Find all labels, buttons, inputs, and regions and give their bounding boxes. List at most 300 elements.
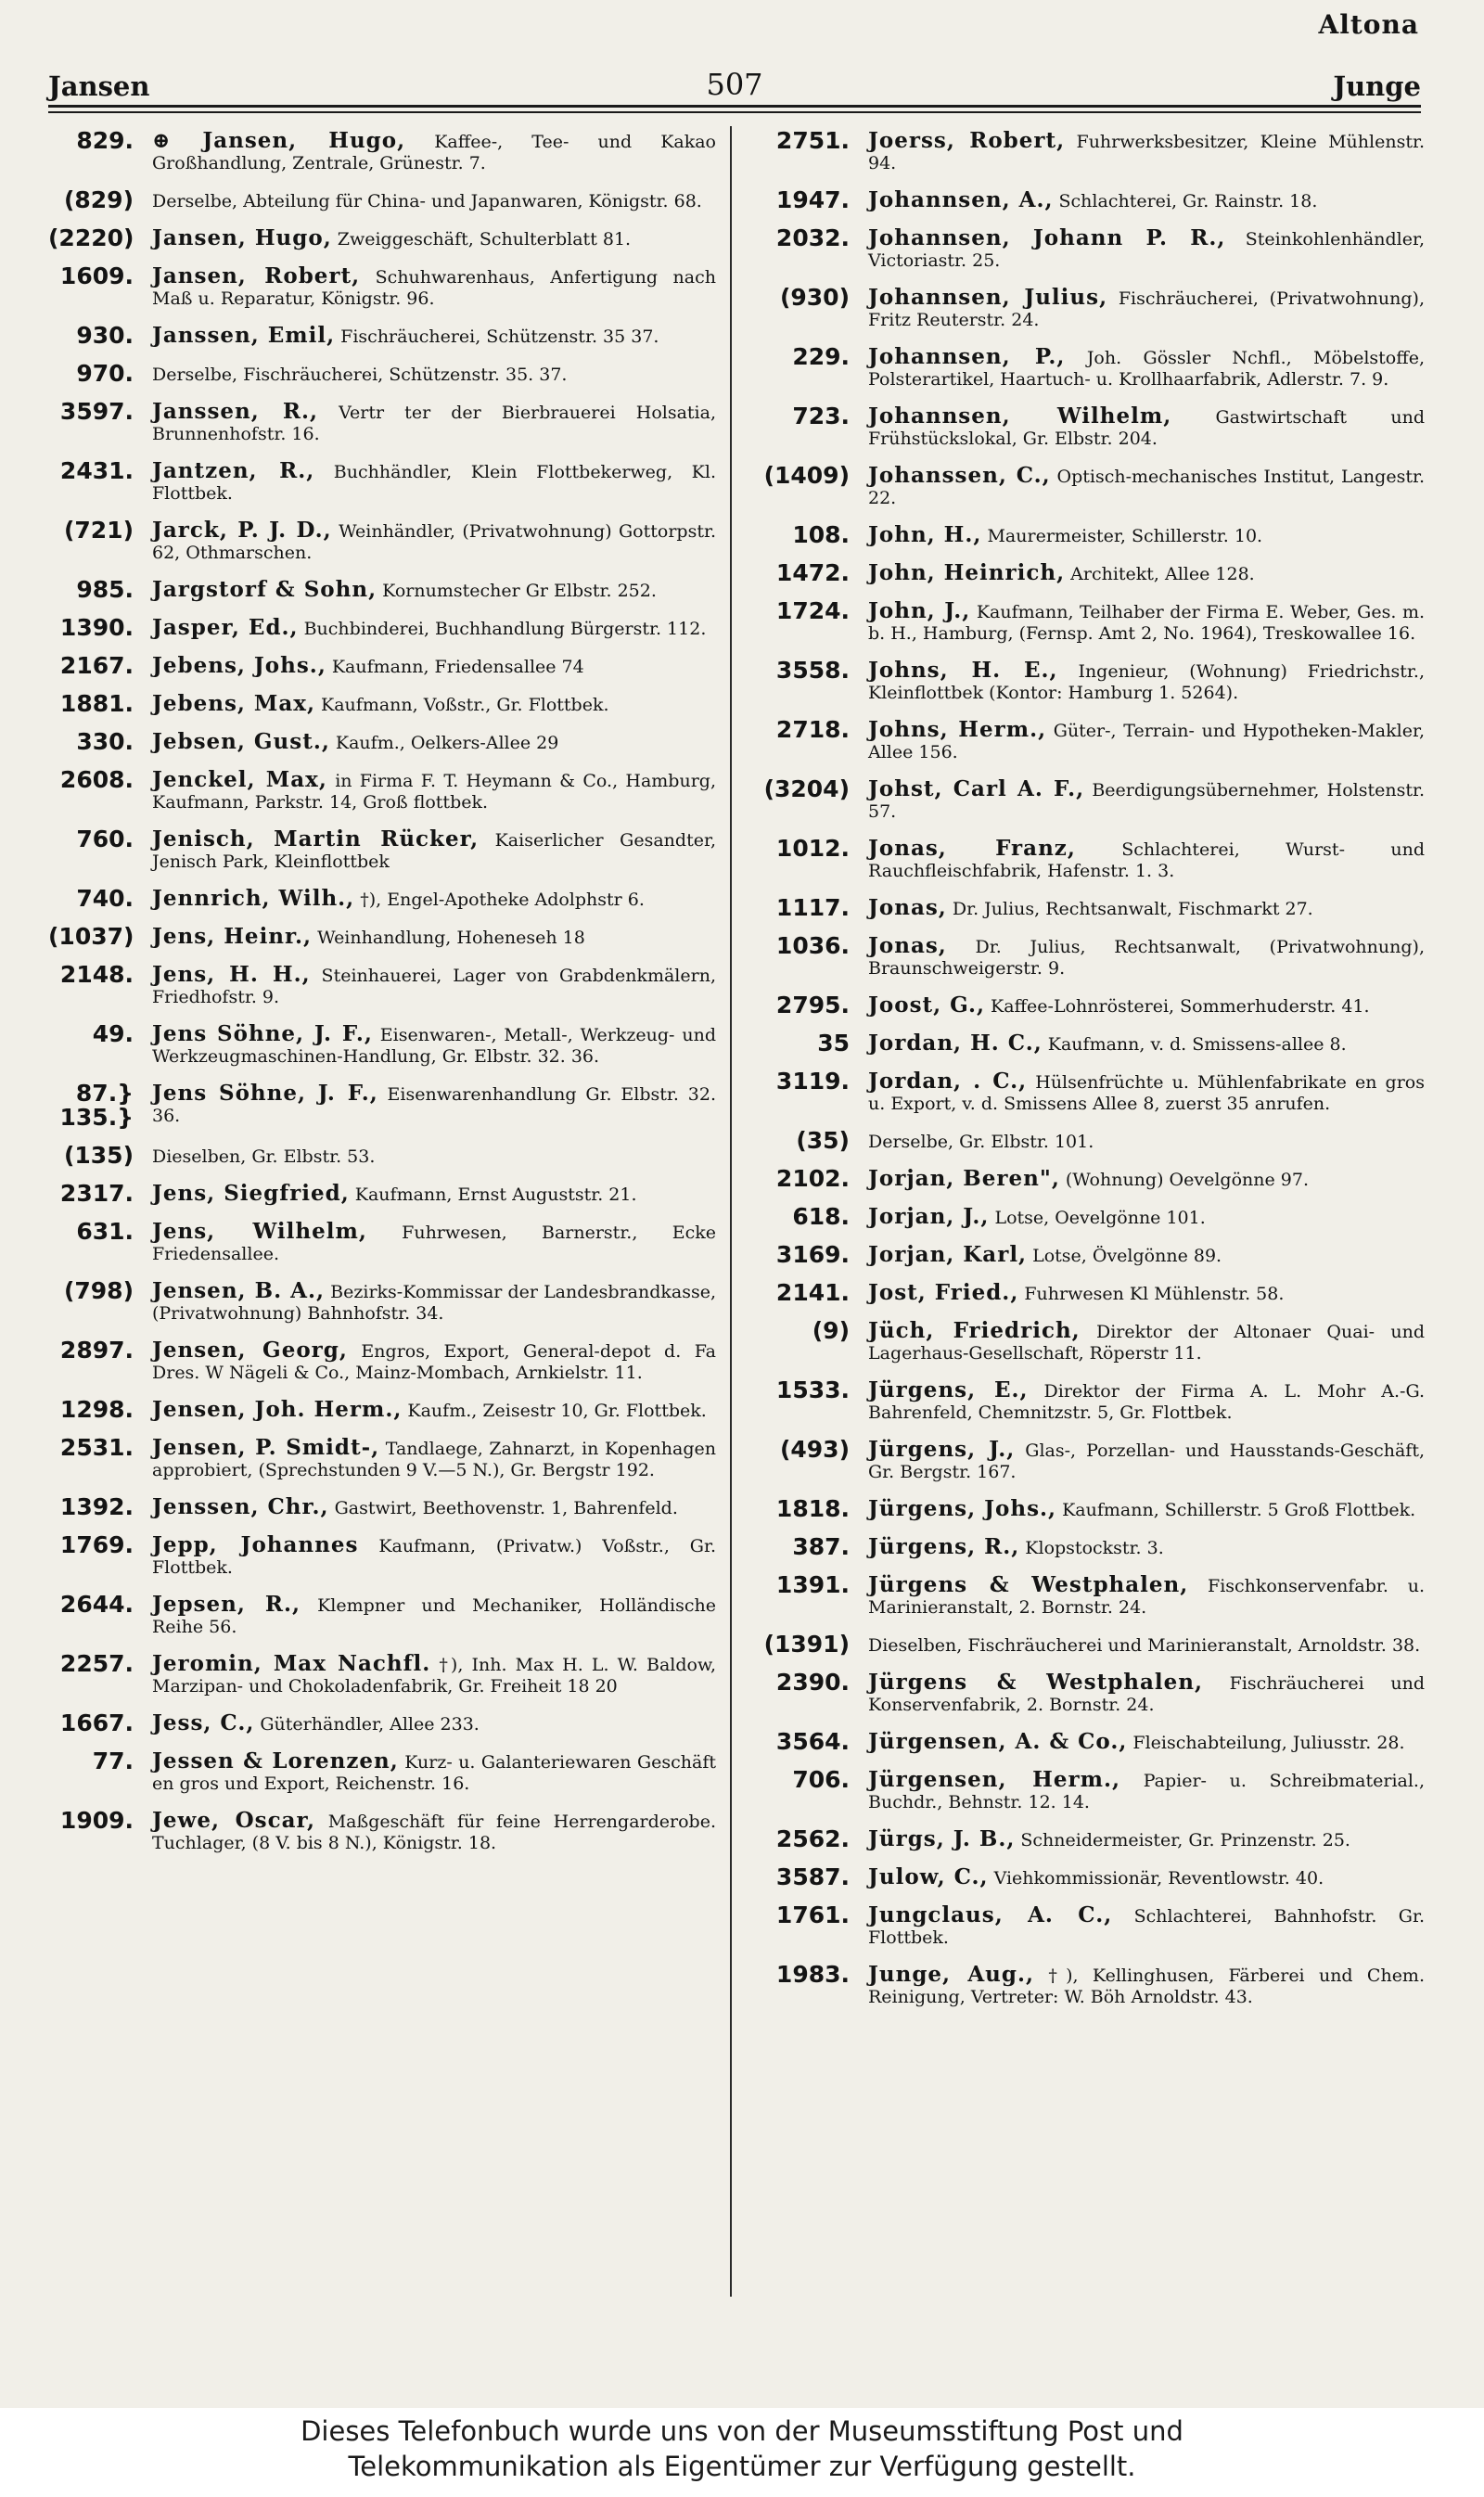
phone-number: 2167. xyxy=(59,652,134,679)
subscriber-name: Johannsen, Johann P. R., xyxy=(868,225,1226,250)
subscriber-name: Jarck, P. J. D., xyxy=(152,518,332,543)
subscriber-name: Jorjan, Beren", xyxy=(868,1166,1060,1191)
subscriber-name: Johns, H. E., xyxy=(868,658,1058,683)
subscriber-name: Jost, Fried., xyxy=(868,1280,1019,1305)
phone-number: 229. xyxy=(792,343,850,370)
entry-text xyxy=(152,516,716,564)
subscriber-name: Jüch, Friedrich, xyxy=(868,1318,1081,1343)
subscriber-details: Kaffee-Lohnrösterei, Sommerhuderstr. 41. xyxy=(985,996,1370,1017)
phone-number: 2644. xyxy=(59,1591,134,1618)
entry-text xyxy=(868,1126,1425,1153)
subscriber-details: Klopstockstr. 3. xyxy=(1019,1538,1164,1558)
entry-text xyxy=(868,596,1425,645)
phone-number: 2317. xyxy=(59,1180,134,1207)
phone-number: (1391) xyxy=(763,1631,850,1658)
phone-number: (2220) xyxy=(48,224,134,251)
entry-text xyxy=(152,1336,716,1384)
subscriber-name: Jess, C., xyxy=(152,1710,255,1735)
subscriber-details: †), Inh. Max H. L. W. Baldow, Marzipan- und Chokoladenfabrik, Gr. Freiheit 18 20 xyxy=(152,1655,716,1697)
entry-text xyxy=(152,1747,716,1795)
phone-number: 3558. xyxy=(775,657,850,684)
subscriber-details: Viehkommissionär, Reventlowstr. 40. xyxy=(988,1868,1324,1889)
subscriber-name: Jebens, Max, xyxy=(152,691,315,716)
subscriber-name: Jürgens, J., xyxy=(868,1437,1016,1462)
directory-entry xyxy=(749,126,1425,174)
subscriber-details: Buchhändler, Klein Flottbekerweg, Kl. Flottbek. xyxy=(152,462,716,504)
entry-text xyxy=(868,1532,1425,1559)
directory-entry xyxy=(48,884,716,911)
directory-entry xyxy=(48,359,716,386)
subscriber-name: Jantzen, R., xyxy=(152,458,315,483)
subscriber-details: Weinhändler, (Privatwohnung) Gottorpstr. 62, Othmarschen. xyxy=(152,521,716,563)
subscriber-details: Kaufm., Oelkers-Allee 29 xyxy=(329,733,559,753)
directory-entry xyxy=(749,402,1425,450)
directory-entry xyxy=(48,1217,716,1265)
footer-notice xyxy=(0,2408,1484,2497)
left-column xyxy=(48,126,716,1865)
directory-entry xyxy=(48,1492,716,1519)
subscriber-name: Jens, Siegfried, xyxy=(152,1181,350,1206)
phone-number: 2257. xyxy=(59,1650,134,1677)
subscriber-details: Güter-, Terrain- und Hypotheken-Makler, Allee 156. xyxy=(868,721,1425,762)
entry-text xyxy=(868,283,1425,331)
entry-text xyxy=(868,1278,1425,1305)
entry-text xyxy=(152,727,716,754)
subscriber-name: Jewe, Oscar, xyxy=(152,1808,315,1833)
entry-text xyxy=(152,825,716,873)
entry-text xyxy=(868,1316,1425,1364)
phone-number: 2897. xyxy=(59,1337,134,1364)
entry-text xyxy=(868,1494,1425,1521)
subscriber-details: Güterhändler, Allee 233. xyxy=(254,1714,480,1735)
subscriber-name: Jürgens, R., xyxy=(868,1534,1020,1559)
phone-number: 35 xyxy=(817,1030,850,1056)
directory-entry xyxy=(749,1825,1425,1851)
directory-entry xyxy=(749,834,1425,882)
phone-number: (721) xyxy=(63,517,134,544)
entry-text xyxy=(868,1901,1425,1949)
subscriber-name: Jens Söhne, J. F., xyxy=(152,1081,378,1106)
subscriber-details: Fischräucherei, (Privatwohnung), Fritz Reuterstr. 24. xyxy=(868,288,1425,330)
entry-text xyxy=(868,1202,1425,1229)
subscriber-details: Kaufmann, Schillerstr. 5 Groß Flottbek. xyxy=(1056,1500,1416,1520)
phone-number: 330. xyxy=(76,728,134,755)
entry-text xyxy=(152,1433,716,1481)
directory-entry xyxy=(48,727,716,754)
entry-text xyxy=(868,1029,1425,1056)
entry-text xyxy=(868,558,1425,585)
entry-text xyxy=(868,224,1425,272)
entry-text xyxy=(152,651,716,678)
subscriber-details: Klempner und Mechaniker, Holländische Reihe 56. xyxy=(152,1595,716,1637)
subscriber-details: Steinhauerei, Lager von Grabdenkmälern, Friedhofstr. 9. xyxy=(152,966,716,1007)
entry-text xyxy=(152,1806,716,1854)
subscriber-details: in Firma F. T. Heymann & Co., Hamburg, Kaufmann, Parkstr. 14, Groß flottbek. xyxy=(152,771,716,813)
directory-entry xyxy=(749,1376,1425,1424)
directory-entry xyxy=(749,775,1425,823)
subscriber-name: Johanssen, C., xyxy=(868,463,1051,488)
directory-entry xyxy=(749,342,1425,391)
subscriber-details: Kaffee-, Tee- und Kakao Großhandlung, Zentrale, Grünestr. 7. xyxy=(152,132,716,173)
directory-entry xyxy=(749,991,1425,1018)
phone-number: 829. xyxy=(76,127,134,154)
directory-entry xyxy=(749,1668,1425,1716)
subscriber-name: Jürgs, J. B., xyxy=(868,1826,1016,1851)
entry-text xyxy=(868,775,1425,823)
subscriber-name: Jeromin, Max Nachfl. xyxy=(152,1651,431,1676)
directory-entry xyxy=(48,1179,716,1206)
phone-number: 1818. xyxy=(775,1495,850,1522)
entry-text xyxy=(868,991,1425,1018)
entry-text xyxy=(868,1240,1425,1267)
subscriber-details: Fuhrwesen Kl Mühlenstr. 58. xyxy=(1018,1284,1285,1304)
entry-text xyxy=(152,126,716,174)
directory-entry xyxy=(48,1079,716,1130)
subscriber-details: Kurz- u. Galanteriewaren Geschäft en gros und Export, Reichenstr. 16. xyxy=(152,1752,716,1794)
entry-text xyxy=(868,342,1425,391)
directory-entry xyxy=(749,1570,1425,1619)
directory-entry xyxy=(749,1960,1425,2008)
subscriber-details: Kaufm., Zeisestr 10, Gr. Flottbek. xyxy=(402,1401,707,1421)
directory-entry xyxy=(48,922,716,949)
entry-text xyxy=(152,1276,716,1325)
subscriber-name: Jensen, P. Smidt-, xyxy=(152,1435,380,1460)
phone-number: 2608. xyxy=(59,766,134,793)
subscriber-details: Kaufmann, (Privatw.) Voßstr., Gr. Flottbek. xyxy=(152,1536,716,1578)
entry-text xyxy=(152,1217,716,1265)
subscriber-name: Jebsen, Gust., xyxy=(152,729,330,754)
subscriber-name: Johannsen, Wilhelm, xyxy=(868,403,1172,429)
footer-line-2: Telekommunikation als Eigentümer zur Verfügung gestellt. xyxy=(348,2451,1136,2482)
subscriber-name: ⊕ Jansen, Hugo, xyxy=(152,128,406,153)
phone-number: 108. xyxy=(792,521,850,548)
directory-entry xyxy=(749,893,1425,920)
directory-entry xyxy=(48,456,716,505)
entry-text xyxy=(152,1395,716,1422)
phone-number: 1392. xyxy=(59,1493,134,1520)
phone-number: 1391. xyxy=(775,1571,850,1598)
subscriber-details: Maurermeister, Schillerstr. 10. xyxy=(981,526,1263,546)
subscriber-details: Engros, Export, General-depot d. Fa Dres. W Nägeli & Co., Mainz-Mombach, Arnkielstr. 11. xyxy=(152,1341,716,1383)
phone-number: 1724. xyxy=(775,597,850,624)
subscriber-name: Junge, Aug., xyxy=(868,1962,1035,1987)
entry-text xyxy=(868,1727,1425,1754)
directory-entry xyxy=(749,1067,1425,1115)
subscriber-details: Steinkohlenhändler, Victoriastr. 25. xyxy=(868,229,1425,271)
entry-text xyxy=(868,1825,1425,1851)
subscriber-name: Jürgens & Westphalen, xyxy=(868,1670,1204,1695)
subscriber-details: Kaiserlicher Gesandter, Jenisch Park, Kleinflottbek xyxy=(152,830,716,872)
entry-text xyxy=(868,931,1425,980)
entry-text xyxy=(868,1960,1425,2008)
footer-line-1: Dieses Telefonbuch wurde uns von der Museumsstiftung Post und xyxy=(301,2415,1183,2447)
subscriber-details: Kaufmann, Teilhaber der Firma E. Weber, Ges. m. b. H., Hamburg, (Fernsp. Amt 2, No. 1964), Treskowallee 16. xyxy=(868,602,1425,644)
directory-entry xyxy=(48,1590,716,1638)
header-first-name: Jansen xyxy=(48,70,150,102)
entry-text xyxy=(152,456,716,505)
directory-entry xyxy=(749,1494,1425,1521)
phone-number: (493) xyxy=(779,1436,850,1463)
subscriber-name: Johannsen, P., xyxy=(868,344,1066,369)
entry-text xyxy=(868,1067,1425,1115)
directory-entry xyxy=(48,613,716,640)
entry-text xyxy=(152,397,716,445)
entry-text xyxy=(868,520,1425,547)
subscriber-details: Kornumstecher Gr Elbstr. 252. xyxy=(377,581,657,601)
directory-entry xyxy=(749,656,1425,704)
subscriber-name: Jensen, Georg, xyxy=(152,1338,348,1363)
phone-number: 1609. xyxy=(59,263,134,289)
subscriber-details: Gastwirt, Beethovenstr. 1, Bahrenfeld. xyxy=(328,1498,678,1518)
phone-number: (1409) xyxy=(763,462,850,489)
entry-text xyxy=(152,262,716,310)
phone-number: 2718. xyxy=(775,716,850,743)
subscriber-name: Jorjan, J., xyxy=(868,1204,990,1229)
subscriber-details: Direktor der Altonaer Quai- und Lagerhaus-Gesellschaft, Röperstr 11. xyxy=(868,1322,1425,1364)
page-header xyxy=(48,61,1421,108)
directory-entry xyxy=(48,262,716,310)
entry-text xyxy=(868,1376,1425,1424)
subscriber-name: Jennrich, Wilh., xyxy=(152,886,355,911)
subscriber-name: Jonas, xyxy=(868,933,947,958)
subscriber-details: Papier- u. Schreibmaterial., Buchdr., Behnstr. 12. 14. xyxy=(868,1771,1426,1812)
directory-entry xyxy=(749,596,1425,645)
entry-text xyxy=(152,1079,716,1127)
subscriber-details: Optisch-mechanisches Institut, Langestr. 22. xyxy=(868,467,1425,508)
entry-text xyxy=(868,126,1425,174)
phone-number: 1533. xyxy=(775,1377,850,1403)
subscriber-name: Jepsen, R., xyxy=(152,1592,301,1617)
subscriber-details: Dieselben, Gr. Elbstr. 53. xyxy=(152,1146,376,1167)
phone-number: 740. xyxy=(76,885,134,912)
subscriber-details: Lotse, Oevelgönne 101. xyxy=(989,1208,1206,1228)
phone-number: (3204) xyxy=(763,775,850,802)
subscriber-name: Julow, C., xyxy=(868,1864,989,1889)
directory-entry xyxy=(749,461,1425,509)
subscriber-name: Jens, Heinr., xyxy=(152,924,313,949)
phone-number: 2531. xyxy=(59,1434,134,1461)
directory-entry xyxy=(48,960,716,1008)
subscriber-name: Jens Söhne, J. F., xyxy=(152,1021,373,1046)
right-column xyxy=(749,126,1425,2019)
phone-number: (9) xyxy=(812,1317,850,1344)
subscriber-details: Fischkonservenfabr. u. Marinieranstalt, 2. Bornstr. 24. xyxy=(868,1576,1425,1618)
subscriber-details: Fuhrwesen, Barnerstr., Ecke Friedensallee. xyxy=(152,1223,716,1264)
entry-text xyxy=(152,689,716,716)
entry-text xyxy=(152,884,716,911)
phone-number: (1037) xyxy=(48,923,134,950)
subscriber-name: Jebens, Johs., xyxy=(152,653,326,678)
directory-entry xyxy=(749,558,1425,585)
phone-number: 3597. xyxy=(59,398,134,425)
phone-number: 1472. xyxy=(775,559,850,586)
directory-entry xyxy=(48,651,716,678)
phone-number: (35) xyxy=(796,1127,850,1154)
directory-entry xyxy=(48,224,716,250)
subscriber-name: Janssen, Emil, xyxy=(152,323,336,348)
entry-text xyxy=(152,186,716,212)
phone-number: 2562. xyxy=(775,1825,850,1852)
phone-number: 1012. xyxy=(775,835,850,862)
phone-number: 3587. xyxy=(775,1863,850,1890)
subscriber-name: Johannsen, Julius, xyxy=(868,285,1108,310)
phone-number: 1036. xyxy=(775,932,850,959)
phone-number: (798) xyxy=(63,1277,134,1304)
subscriber-details: (Wohnung) Oevelgönne 97. xyxy=(1059,1170,1309,1190)
entry-text xyxy=(152,321,716,348)
subscriber-name: Joost, G., xyxy=(868,992,985,1018)
phone-number: 985. xyxy=(76,576,134,603)
directory-entry xyxy=(48,1806,716,1854)
phone-number: 723. xyxy=(792,403,850,429)
directory-entry xyxy=(48,321,716,348)
subscriber-details: Lotse, Övelgönne 89. xyxy=(1027,1246,1222,1266)
subscriber-details: Kaufmann, Voßstr., Gr. Flottbek. xyxy=(315,695,609,715)
phone-number: 1761. xyxy=(775,1902,850,1928)
entry-text xyxy=(868,1863,1425,1889)
phone-number: 3169. xyxy=(775,1241,850,1268)
subscriber-details: Schlachterei, Wurst- und Rauchfleischfabrik, Hafenstr. 1. 3. xyxy=(868,839,1425,881)
phone-number: 1390. xyxy=(59,614,134,641)
subscriber-name: Jansen, Robert, xyxy=(152,263,361,288)
entry-text xyxy=(152,359,716,386)
subscriber-details: Fleischabteilung, Juliusstr. 28. xyxy=(1127,1733,1405,1753)
subscriber-details: Gastwirtschaft und Frühstückslokal, Gr. Elbstr. 204. xyxy=(868,407,1425,449)
entry-text xyxy=(868,1164,1425,1191)
phone-number: 3564. xyxy=(775,1728,850,1755)
entry-text xyxy=(152,613,716,640)
directory-entry xyxy=(48,1433,716,1481)
subscriber-details: Beerdigungsübernehmer, Holstenstr. 57. xyxy=(868,780,1425,822)
subscriber-details: Hülsenfrüchte u. Mühlenfabrikate en gros u. Export, v. d. Smissens Allee 8, zuerst 35 anrufen. xyxy=(868,1072,1425,1114)
phone-number: 1947. xyxy=(775,186,850,213)
entry-text xyxy=(152,960,716,1008)
subscriber-details: Dr. Julius, Rechtsanwalt, (Privatwohnung), Braunschweigerstr. 9. xyxy=(868,937,1425,979)
phone-number: 3119. xyxy=(775,1068,850,1095)
directory-entry xyxy=(48,1395,716,1422)
entry-text xyxy=(868,1765,1425,1813)
subscriber-name: Jenisch, Martin Rücker, xyxy=(152,826,480,852)
subscriber-name: Jürgensen, A. & Co., xyxy=(868,1729,1128,1754)
directory-entry xyxy=(749,1316,1425,1364)
subscriber-name: Jansen, Hugo, xyxy=(152,225,332,250)
subscriber-name: Jonas, Franz, xyxy=(868,836,1076,861)
entry-text xyxy=(152,1649,716,1697)
subscriber-details: Fischräucherei, Schützenstr. 35 37. xyxy=(335,327,659,347)
page-number: 507 xyxy=(706,67,763,102)
phone-number: 2751. xyxy=(775,127,850,154)
entry-text xyxy=(152,1590,716,1638)
entry-text xyxy=(152,575,716,602)
directory-entry xyxy=(749,1202,1425,1229)
phone-number: 1881. xyxy=(59,690,134,717)
phone-number: (829) xyxy=(63,186,134,213)
phone-number: 2390. xyxy=(775,1669,850,1696)
directory-entry xyxy=(48,1019,716,1068)
subscriber-details: Schuhwarenhaus, Anfertigung nach Maß u. Reparatur, Königstr. 96. xyxy=(152,267,716,309)
entry-text xyxy=(868,1570,1425,1619)
subscriber-name: Jürgensen, Herm., xyxy=(868,1767,1120,1792)
entry-text xyxy=(152,765,716,813)
subscriber-details: Kaufmann, v. d. Smissens-allee 8. xyxy=(1042,1034,1347,1055)
directory-entry xyxy=(749,1727,1425,1754)
subscriber-details: Derselbe, Gr. Elbstr. 101. xyxy=(868,1132,1094,1152)
directory-entry xyxy=(749,1765,1425,1813)
phone-number: 387. xyxy=(792,1533,850,1560)
entry-text xyxy=(868,893,1425,920)
subscriber-name: Jepp, Johannes xyxy=(152,1532,359,1557)
entry-text xyxy=(868,656,1425,704)
subscriber-details: Derselbe, Abteilung für China- und Japanwaren, Königstr. 68. xyxy=(152,191,702,211)
directory-entry xyxy=(48,1141,716,1168)
entry-text xyxy=(152,922,716,949)
entry-text xyxy=(152,1492,716,1519)
phone-number: 760. xyxy=(76,826,134,852)
subscriber-name: Jürgens & Westphalen, xyxy=(868,1572,1189,1597)
phone-number: 2032. xyxy=(775,224,850,251)
phone-number: 77. xyxy=(92,1748,134,1774)
subscriber-name: Jonas, xyxy=(868,895,947,920)
subscriber-details: Glas-, Porzellan- und Hausstands-Geschäft, Gr. Bergstr. 167. xyxy=(868,1441,1425,1482)
subscriber-name: Johannsen, A., xyxy=(868,187,1054,212)
entry-text xyxy=(868,1668,1425,1716)
phone-number: 2141. xyxy=(775,1279,850,1306)
entry-text xyxy=(152,1019,716,1068)
directory-entry xyxy=(48,397,716,445)
subscriber-details: Ingenieur, (Wohnung) Friedrichstr., Kleinflottbek (Kontor: Hamburg 1. 5264). xyxy=(868,661,1425,703)
directory-entry xyxy=(48,575,716,602)
directory-entry xyxy=(48,1709,716,1735)
directory-entry xyxy=(749,224,1425,272)
column-divider xyxy=(730,126,732,2297)
phone-number: 2431. xyxy=(59,457,134,484)
subscriber-details: Direktor der Firma A. L. Mohr A.-G. Bahrenfeld, Chemnitzstr. 5, Gr. Flottbek. xyxy=(868,1381,1425,1423)
subscriber-name: Jürgens, Johs., xyxy=(868,1496,1057,1521)
subscriber-name: Jenssen, Chr., xyxy=(152,1494,329,1519)
subscriber-details: Eisenwaren-, Metall-, Werkzeug- und Werkzeugmaschinen-Handlung, Gr. Elbstr. 32. 36. xyxy=(152,1025,716,1067)
directory-entry xyxy=(48,126,716,174)
phone-number: 1983. xyxy=(775,1961,850,1988)
entry-text xyxy=(152,1530,716,1579)
subscriber-details: Dr. Julius, Rechtsanwalt, Fischmarkt 27. xyxy=(946,899,1313,919)
entry-text xyxy=(152,1709,716,1735)
subscriber-name: Jasper, Ed., xyxy=(152,615,299,640)
entry-text xyxy=(868,1435,1425,1483)
directory-entry xyxy=(749,1164,1425,1191)
subscriber-details: Maßgeschäft für feine Herrengarderobe. Tuchlager, (8 V. bis 8 N.), Königstr. 18. xyxy=(152,1812,716,1853)
subscriber-name: Jessen & Lorenzen, xyxy=(152,1748,399,1774)
entry-text xyxy=(152,1141,716,1168)
subscriber-details: Joh. Gössler Nchfl., Möbelstoffe, Polsterartikel, Haartuch- u. Krollhaarfabrik, Adlerstr. 7. 9. xyxy=(868,348,1426,390)
directory-entry xyxy=(48,765,716,813)
directory-entry xyxy=(749,715,1425,763)
subscriber-details: Dieselben, Fischräucherei und Marinieranstalt, Arnoldstr. 38. xyxy=(868,1635,1421,1656)
directory-entry xyxy=(749,1029,1425,1056)
header-rule-secondary xyxy=(48,111,1421,113)
phone-number: 2148. xyxy=(59,961,134,988)
phone-number: 1909. xyxy=(59,1807,134,1834)
phone-number: 1769. xyxy=(59,1531,134,1558)
directory-entry xyxy=(749,1532,1425,1559)
subscriber-details: Schlachterei, Gr. Rainstr. 18. xyxy=(1053,191,1318,211)
directory-entry xyxy=(48,689,716,716)
subscriber-details: Schlachterei, Bahnhofstr. Gr. Flottbek. xyxy=(868,1906,1425,1948)
entry-text xyxy=(868,402,1425,450)
subscriber-name: Janssen, R., xyxy=(152,399,318,424)
subscriber-details: Fuhrwerksbesitzer, Kleine Mühlenstr. 94. xyxy=(868,132,1425,173)
subscriber-name: Jürgens, E., xyxy=(868,1377,1029,1402)
subscriber-details: Tandlaege, Zahnarzt, in Kopenhagen approbiert, (Sprechstunden 9 V.—5 N.), Gr. Bergstr 192. xyxy=(152,1439,716,1480)
